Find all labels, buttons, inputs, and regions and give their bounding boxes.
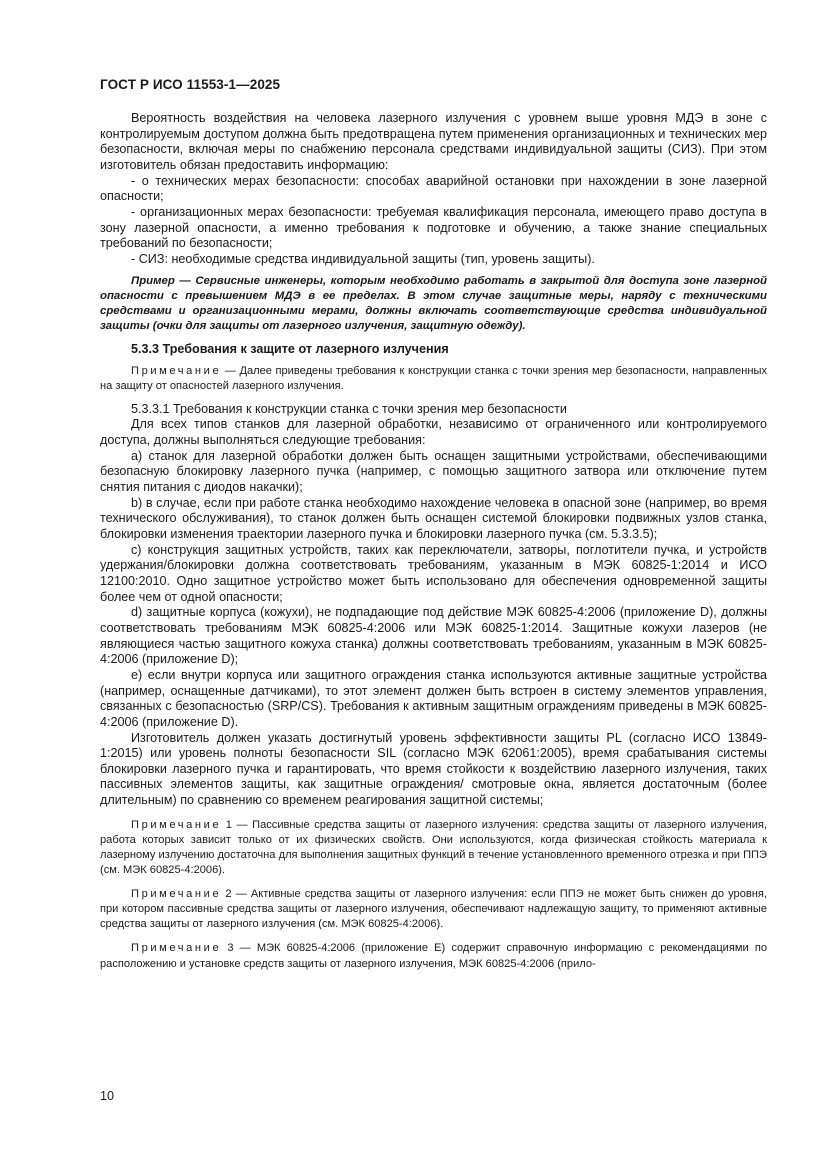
list-item-b: b) в случае, если при работе станка необходимо нахождение человека в опасной зоне (например, во время технического обслуживания), то станок должен быть оснащен системой блокировки подвижных узлов станка, блокировки изменения траектории лазерного пучка и блокировки лазерного пучка (см. 5.3.3.5); <box>100 495 767 541</box>
note-3 <box>100 941 767 971</box>
bullet-technical-measures: - о технических мерах безопасности: способах аварийной остановки при нахождении в зоне лазерной опасности; <box>100 173 767 204</box>
note-3-text: 3 — МЭК 60825-4:2006 (приложение E) содержит справочную информацию с рекомендациями по расположению и установке средств защиты от лазерного излучения, МЭК 60825-4:2006 (прило- <box>100 942 767 970</box>
paragraph-ppe-intro: Вероятность воздействия на человека лазерного излучения с уровнем выше уровня МДЭ в зоне с контролируемым доступом должна быть предотвращена путем применения организационных и технических мер безопасности, включая меры по снабжению персонала средствами индивидуальной защиты (СИЗ). При этом изготовитель обязан предоставить информацию: <box>100 111 767 172</box>
note-1-label: Примечание <box>131 818 222 831</box>
example-paragraph: Пример — Сервисные инженеры, которым необходимо работать в закрытой для доступа зоне лазерной опасности с превышением МДЭ в ее пределах. В этом случае защитные меры, наряду с техническими средствами и организационными мерами, должны включать соответствующие средства индивидуальной защиты (очки для защиты от лазерного излучения, защитную одежду). <box>100 274 767 332</box>
paragraph-manufacturer-pl-sil: Изготовитель должен указать достигнутый уровень эффективности защиты PL (согласно ИСО 13849-1:2015) или уровень полноты безопасности SIL (согласно МЭК 62061:2005), время срабатывания системы блокировки лазерного пучка и гарантировать, что время стойкости к воздействию лазерного излучения, таких пассивных элементов защиты, как защитные ограждения/ смотровые окна, является достаточным (более длительным) по сравнению со временем реагирования защитной системы; <box>100 730 767 808</box>
note-1-text: 1 — Пассивные средства защиты от лазерного излучения: средства защиты от лазерного излучения, работа которых зависит только от их физических свойств. Они используются, когда физическая стойкость материала к лазерному излучению достаточна для выполнения защитных функций в течение установленного временного отрезка и при ППЭ (см. МЭК 60825-4:2006). <box>100 818 767 877</box>
list-item-e: e) если внутри корпуса или защитного ограждения станка используются активные защитные устройства (например, оснащенные датчиками), то этот элемент должен быть встроен в систему элементов управления, связанных с безопасностью (SRP/CS). Требования к активным защитным ограждениям приведены в МЭК 60825-4:2006 (приложение D). <box>100 667 767 729</box>
note-label: Примечание <box>131 364 222 377</box>
document-id-header: ГОСТ Р ИСО 11553-1—2025 <box>100 77 281 92</box>
note-text: — Далее приведены требования к конструкции станка с точки зрения мер безопасности, направленных на защиту от опасностей лазерного излучения. <box>100 364 767 392</box>
subsection-heading-5-3-3-1: 5.3.3.1 Требования к конструкции станка с точки зрения мер безопасности <box>131 401 567 416</box>
note-2 <box>100 887 767 932</box>
bullet-organizational-measures: - организационных мерах безопасности: требуемая квалификация персонала, имеющего право доступа в зону лазерной опасности, а именно требования к подготовке и обучению, а также знание специальных требований по безопасности; <box>100 204 767 251</box>
note-1 <box>100 818 767 878</box>
page-number: 10 <box>100 1089 115 1103</box>
note-3-label: Примечание <box>131 942 222 955</box>
bullet-ppe: - СИЗ: необходимые средства индивидуальной защиты (тип, уровень защиты). <box>131 251 595 266</box>
list-item-d: d) защитные корпуса (кожухи), не подпадающие под действие МЭК 60825-4:2006 (приложение D), должны соответствовать требованиям МЭК 60825-4:2006 или МЭК 60825-1:2014. Защитные кожухи лазеров (не являющиеся частью защитного кожуха станка) должны соответствовать требованиям, указанным в МЭК 60825-4:2006 (приложение D); <box>100 605 767 667</box>
paragraph-requirements-intro: Для всех типов станков для лазерной обработки, независимо от ограниченного или контролируемого доступа, должны выполняться следующие требования: <box>100 417 767 448</box>
list-item-c: c) конструкция защитных устройств, таких как переключатели, затворы, поглотители пучка, и устройств удержания/блокировки должна соответствовать требованиям, указанным в МЭК 60825-1:2014 и ИСО 12100:2010. Одно защитное устройство может быть использовано для обеспечения одновременной защиты более чем от одной опасности; <box>100 542 767 604</box>
note-intro <box>100 364 767 394</box>
note-2-label: Примечание <box>131 888 222 901</box>
list-item-a: a) станок для лазерной обработки должен быть оснащен защитными устройствами, обеспечивающими безопасную блокировку лазерного пучка (например, с помощью защитного затвора или отключение путем снятия питания с диодов накачки); <box>100 448 767 494</box>
section-heading-5-3-3: 5.3.3 Требования к защите от лазерного излучения <box>131 341 449 356</box>
page-body <box>100 111 767 972</box>
note-2-text: 2 — Активные средства защиты от лазерного излучения: если ППЭ не может быть снижен до уровня, при котором пассивные средства защиты от лазерного излучения, обеспечивают надлежащую защиту, то применяют активные средства защиты от лазерного излучения (см. МЭК 60825-4:2006). <box>100 888 767 931</box>
